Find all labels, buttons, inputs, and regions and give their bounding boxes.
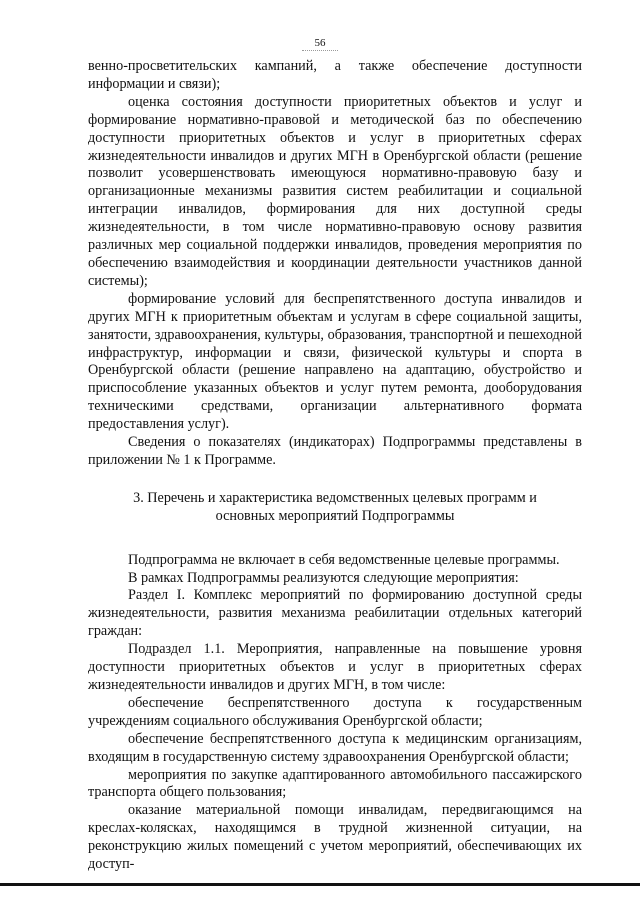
paragraph: Подпрограмма не включает в себя ведомственные целевые программы. [128, 551, 560, 568]
paragraph: формирование условий для беспрепятственного доступа инвалидов и других МГН к приоритетным объектам и услугам в сфере социальной защиты, занятости, здравоохранения, культуры, образования, транспортной и пешеходной инфраструктур, информации и связи, физической культуры и спорта в Оренбургской области (решение направлено на адаптацию, обустройство и приспособление указанных объектов и услуг путем ремонта, дооборудования техническими средствами, организации альтернативного формата предоставления услуг). [88, 290, 582, 433]
scan-speck [302, 50, 338, 52]
bottom-scan-edge [0, 883, 640, 886]
section-heading-line-1: 3. Перечень и характеристика ведомственных целевых программ и [133, 489, 537, 506]
section-heading-line-2: основных мероприятий Подпрограммы [215, 507, 455, 524]
document-body [88, 58, 582, 874]
paragraph: Сведения о показателях (индикаторах) Подпрограммы представлены в приложении № 1 к Программе. [88, 434, 582, 468]
paragraph: обеспечение беспрепятственного доступа к государственным учреждениям социального обслуживания Оренбургской области; [88, 694, 582, 729]
paragraph: оценка состояния доступности приоритетных объектов и услуг и формирование нормативно-правовой и методической баз по обеспечению доступности приоритетных объектов и услуг в приоритетных сферах жизнедеятельности инвалидов и других МГН в Оренбургской области (решение позволит усовершенствовать имеющуюся нормативно-правовую базу и организационные механизмы развития систем реабилитации и социальной интеграции инвалидов, формирования для них доступной среды жизнедеятельности, в том числе нормативно-правовую основу развития различных мер социальной поддержки инвалидов, проведения мероприятия по обеспечению взаимодействия и координации деятельности участников данной системы); [88, 93, 582, 289]
paragraph: оказание материальной помощи инвалидам, передвигающимся на креслах-колясках, находящимся в трудной жизненной ситуации, на реконструкцию жилых помещений с учетом мероприятий, обеспечивающих их доступ- [88, 802, 582, 873]
paragraph: венно-просветительских кампаний, а также обеспечение доступности информации и связи); [88, 58, 582, 92]
paragraphs-after-heading [88, 552, 582, 874]
paragraph: Раздел I. Комплекс мероприятий по формированию доступной среды жизнедеятельности, развития механизма реабилитации отдельных категорий граждан: [88, 587, 582, 640]
paragraph: обеспечение беспрепятственного доступа к медицинским организациям, входящим в государственную систему здравоохранения Оренбургской области; [88, 730, 582, 765]
section-heading [88, 490, 582, 526]
paragraph: мероприятия по закупке адаптированного автомобильного пассажирского транспорта общего пользования; [88, 766, 582, 801]
paragraphs-before-heading [88, 58, 582, 470]
paragraph: Подраздел 1.1. Мероприятия, направленные на повышение уровня доступности приоритетных объектов и услуг в приоритетных сферах жизнедеятельности инвалидов и других МГН, в том числе: [88, 641, 582, 693]
page-number: 56 [314, 37, 326, 49]
paragraph: В рамках Подпрограммы реализуются следующие мероприятия: [128, 569, 519, 586]
